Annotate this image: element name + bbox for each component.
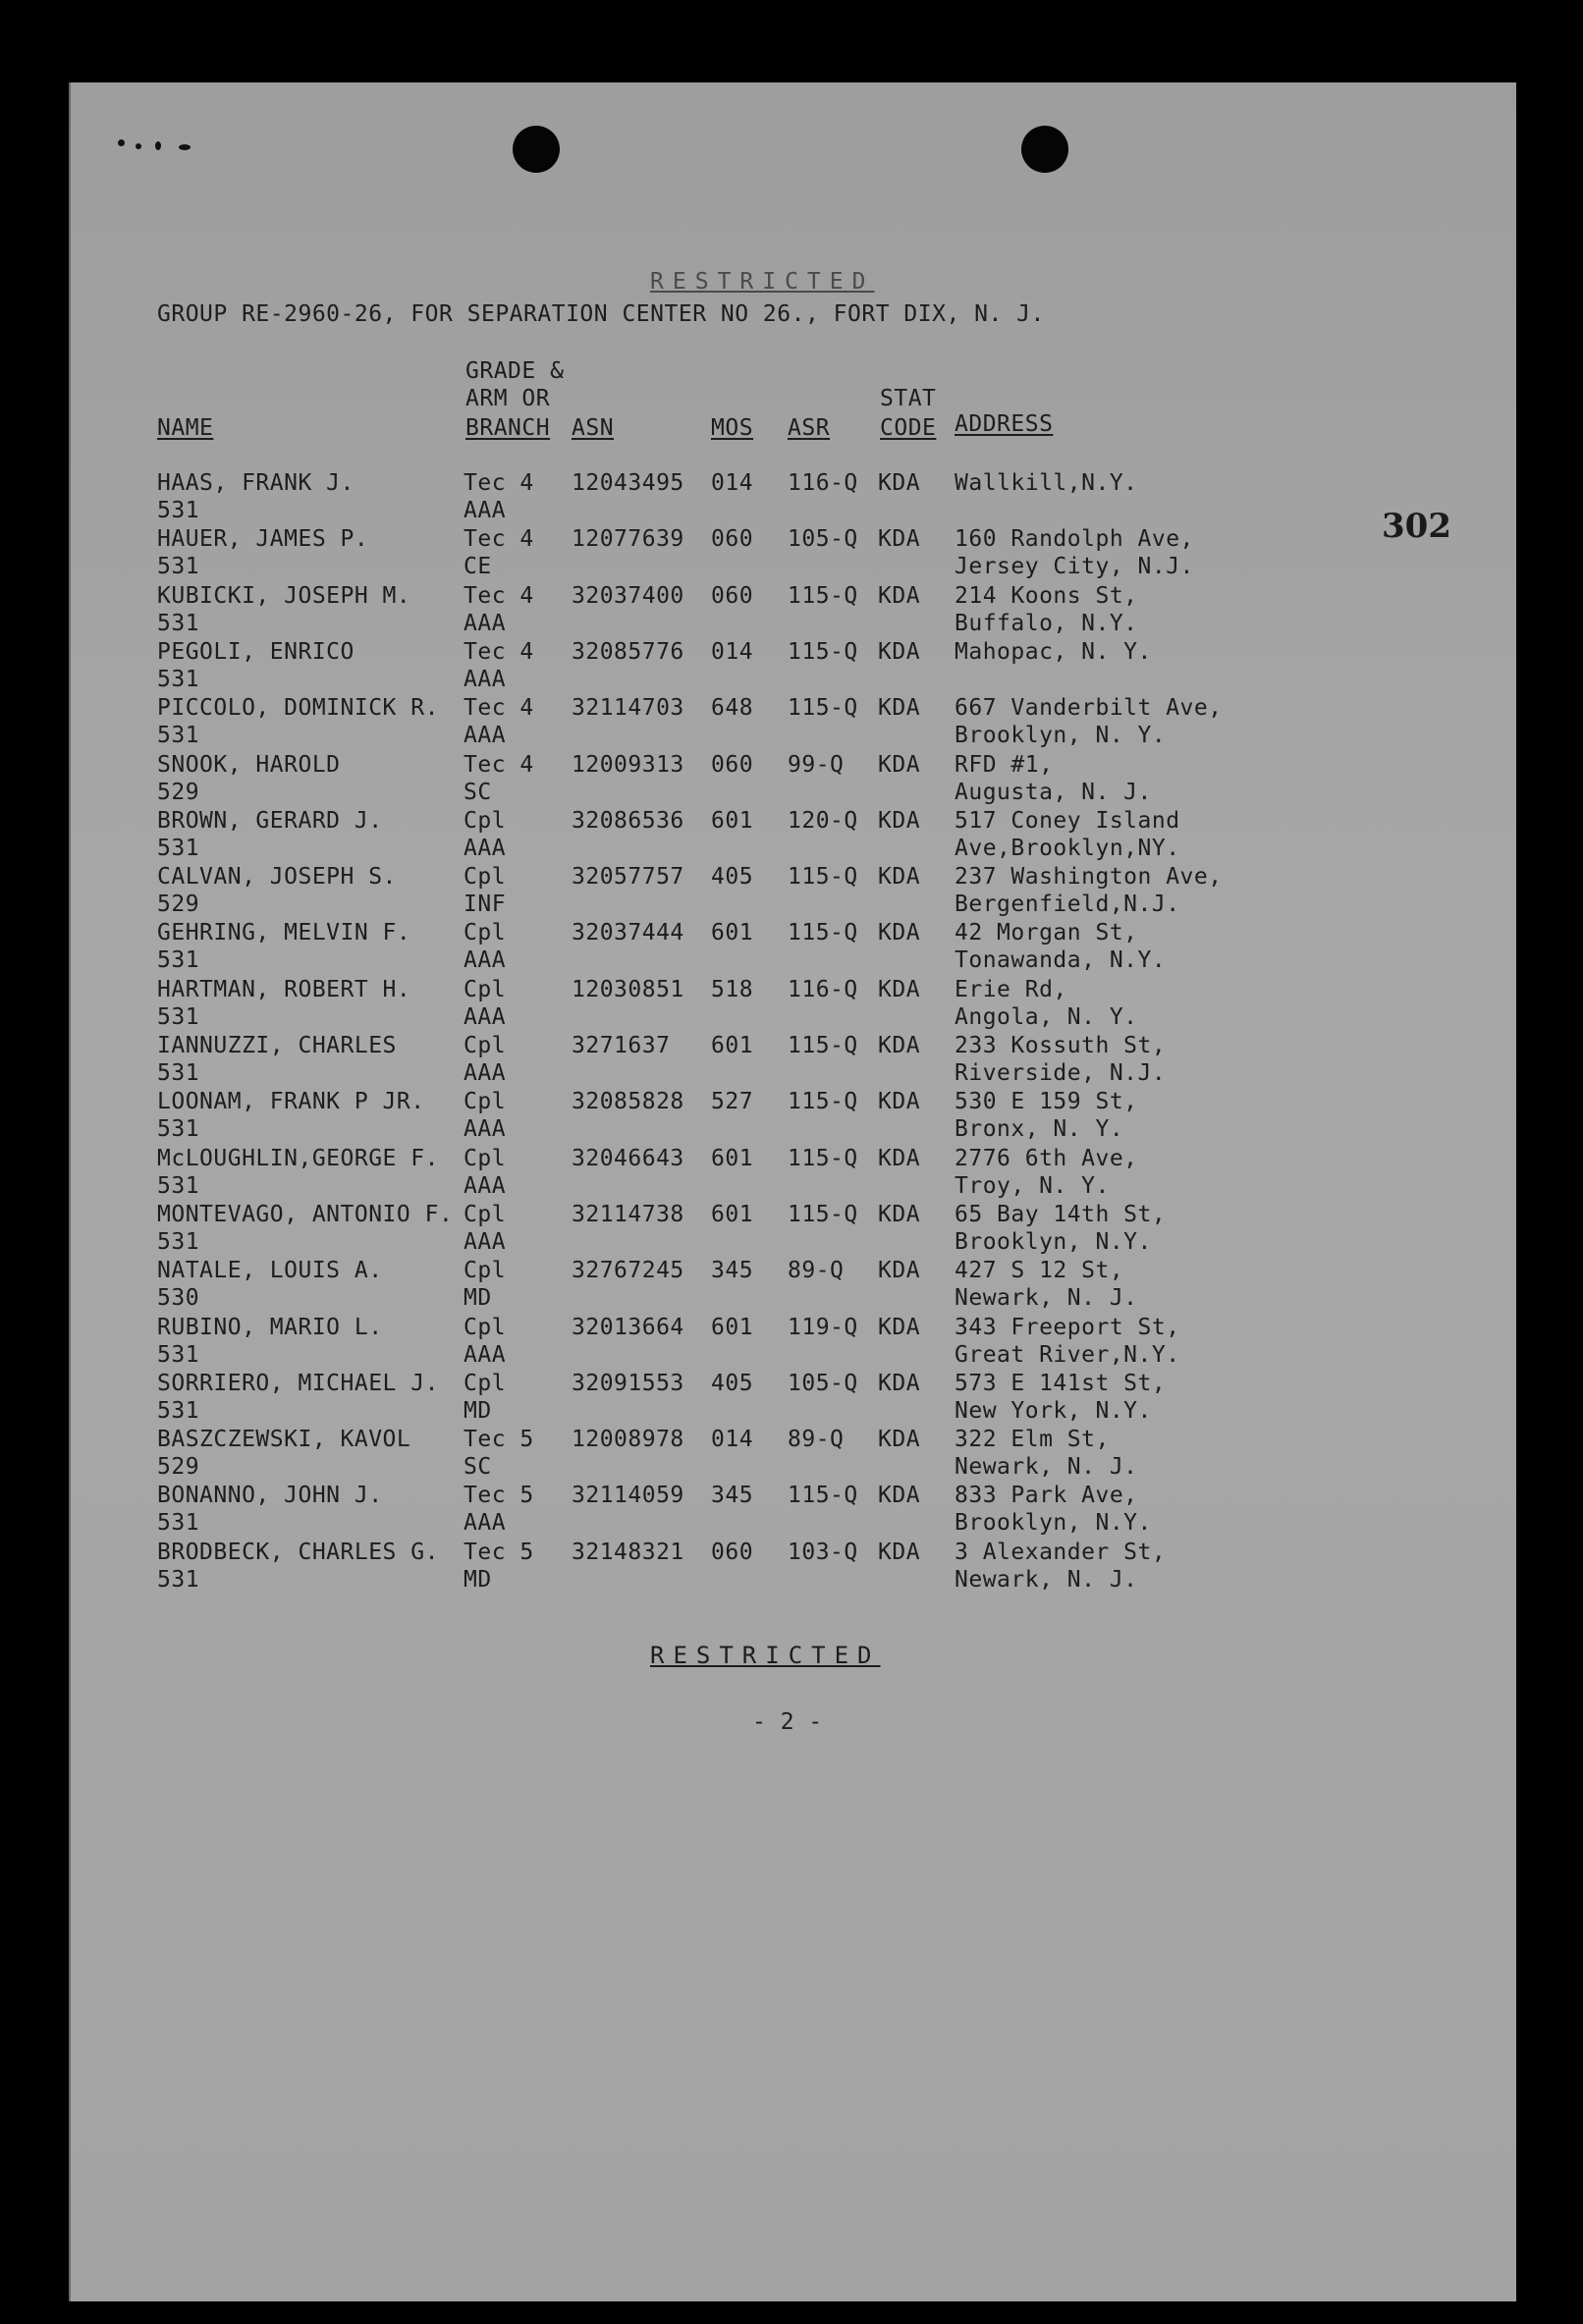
row-address-line2: Buffalo, N.Y. bbox=[955, 610, 1138, 636]
row-mos: 014 bbox=[711, 638, 754, 665]
row-grade: Tec 4 bbox=[464, 695, 534, 722]
row-name: PICCOLO, DOMINICK R. bbox=[157, 695, 439, 722]
row-asr: 105-Q bbox=[788, 1370, 858, 1396]
row-grade: Cpl bbox=[464, 1258, 507, 1284]
row-asr: 115-Q bbox=[788, 864, 858, 891]
row-branch: AAA bbox=[464, 1228, 507, 1255]
row-grade: Cpl bbox=[464, 1201, 507, 1227]
row-stat: KDA bbox=[878, 526, 921, 553]
row-asn: 12008978 bbox=[572, 1427, 684, 1453]
row-stat: KDA bbox=[878, 864, 921, 891]
row-address-line2: Bronx, N. Y. bbox=[955, 1116, 1124, 1143]
row-grade: Tec 5 bbox=[464, 1483, 534, 1509]
row-address-line1: Wallkill,N.Y. bbox=[955, 470, 1138, 496]
row-mos: 518 bbox=[711, 976, 754, 1002]
row-unit: 531 bbox=[157, 835, 200, 861]
row-unit: 531 bbox=[157, 1566, 200, 1593]
col-asr: ASR bbox=[788, 415, 831, 441]
row-unit: 531 bbox=[157, 1228, 200, 1255]
punch-hole-left bbox=[513, 126, 560, 173]
row-grade: Cpl bbox=[464, 976, 507, 1002]
row-stat: KDA bbox=[878, 1427, 921, 1453]
row-branch: CE bbox=[464, 554, 492, 580]
row-address-line1: 65 Bay 14th St, bbox=[955, 1201, 1167, 1227]
document-page bbox=[69, 82, 1516, 2301]
row-asr: 115-Q bbox=[788, 1033, 858, 1058]
row-asn: 32037444 bbox=[572, 920, 684, 946]
row-asn: 32013664 bbox=[572, 1314, 684, 1340]
row-mos: 601 bbox=[711, 807, 754, 834]
page-number: - 2 - bbox=[752, 1709, 823, 1735]
row-address-line2: Brooklyn, N.Y. bbox=[955, 1510, 1152, 1537]
row-branch: AAA bbox=[464, 1060, 507, 1086]
row-mos: 405 bbox=[711, 864, 754, 891]
restricted-heading-bottom: RESTRICTED bbox=[650, 1642, 881, 1669]
row-mos: 601 bbox=[711, 1145, 754, 1171]
row-grade: Tec 5 bbox=[464, 1539, 534, 1565]
row-mos: 527 bbox=[711, 1089, 754, 1115]
row-stat: KDA bbox=[878, 751, 921, 778]
row-unit: 530 bbox=[157, 1285, 200, 1312]
row-name: BASZCZEWSKI, KAVOL bbox=[157, 1427, 411, 1453]
row-grade: Tec 4 bbox=[464, 582, 534, 609]
row-stat: KDA bbox=[878, 1201, 921, 1227]
table-row bbox=[71, 469, 1516, 525]
row-branch: SC bbox=[464, 779, 492, 805]
row-asn: 32148321 bbox=[572, 1539, 684, 1565]
col-grade-1: GRADE & bbox=[465, 358, 565, 384]
row-name: RUBINO, MARIO L. bbox=[157, 1314, 383, 1340]
row-mos: 601 bbox=[711, 920, 754, 946]
row-unit: 529 bbox=[157, 892, 200, 918]
row-grade: Cpl bbox=[464, 920, 507, 946]
ink-speck bbox=[179, 144, 191, 150]
group-line: GROUP RE-2960-26, FOR SEPARATION CENTER NO 26., FORT DIX, N. J. bbox=[157, 301, 1045, 327]
col-asn: ASN bbox=[572, 415, 615, 441]
row-asr: 105-Q bbox=[788, 526, 858, 553]
col-grade-2: ARM OR bbox=[465, 386, 551, 411]
row-asn: 32091553 bbox=[572, 1370, 684, 1396]
row-grade: Tec 4 bbox=[464, 751, 534, 778]
row-stat: KDA bbox=[878, 1145, 921, 1171]
row-unit: 531 bbox=[157, 1172, 200, 1199]
row-address-line2: Brooklyn, N. Y. bbox=[955, 723, 1167, 749]
row-stat: KDA bbox=[878, 807, 921, 834]
row-name: BRODBECK, CHARLES G. bbox=[157, 1539, 439, 1565]
restricted-heading-top: RESTRICTED bbox=[650, 269, 875, 295]
row-grade: Tec 5 bbox=[464, 1427, 534, 1453]
row-name: McLOUGHLIN,GEORGE F. bbox=[157, 1145, 439, 1171]
row-asr: 116-Q bbox=[788, 470, 858, 496]
table-row bbox=[71, 1088, 1516, 1144]
row-branch: AAA bbox=[464, 1172, 507, 1199]
row-grade: Cpl bbox=[464, 1314, 507, 1340]
row-branch: MD bbox=[464, 1397, 492, 1424]
row-grade: Cpl bbox=[464, 864, 507, 891]
ink-speck bbox=[136, 143, 141, 149]
row-asr: 115-Q bbox=[788, 695, 858, 722]
row-asn: 32046643 bbox=[572, 1145, 684, 1171]
row-unit: 531 bbox=[157, 1060, 200, 1086]
document-number: 302 bbox=[1382, 507, 1451, 546]
table-row bbox=[71, 638, 1516, 694]
row-address-line1: 833 Park Ave, bbox=[955, 1483, 1138, 1509]
ink-speck bbox=[118, 139, 125, 146]
punch-hole-right bbox=[1021, 126, 1068, 173]
table-row bbox=[71, 694, 1516, 750]
row-stat: KDA bbox=[878, 920, 921, 946]
row-stat: KDA bbox=[878, 1539, 921, 1565]
table-row bbox=[71, 863, 1516, 919]
row-name: GEHRING, MELVIN F. bbox=[157, 920, 411, 946]
row-asn: 32085828 bbox=[572, 1089, 684, 1115]
table-row bbox=[71, 525, 1516, 581]
row-branch: AAA bbox=[464, 1510, 507, 1537]
row-branch: AAA bbox=[464, 723, 507, 749]
row-mos: 014 bbox=[711, 1427, 754, 1453]
row-address-line1: RFD #1, bbox=[955, 751, 1054, 778]
row-address-line1: Erie Rd, bbox=[955, 976, 1067, 1002]
row-unit: 531 bbox=[157, 1341, 200, 1368]
row-asn: 3271637 bbox=[572, 1033, 671, 1058]
row-name: HARTMAN, ROBERT H. bbox=[157, 976, 411, 1002]
table-row bbox=[71, 1539, 1516, 1594]
ink-speck bbox=[155, 141, 161, 150]
row-grade: Cpl bbox=[464, 1370, 507, 1396]
row-asr: 115-Q bbox=[788, 1145, 858, 1171]
row-address-line1: 530 E 159 St, bbox=[955, 1089, 1138, 1115]
row-name: HAAS, FRANK J. bbox=[157, 470, 355, 496]
row-mos: 648 bbox=[711, 695, 754, 722]
row-name: PEGOLI, ENRICO bbox=[157, 638, 355, 665]
table-row bbox=[71, 1032, 1516, 1088]
row-branch: AAA bbox=[464, 1116, 507, 1143]
row-address-line2: Newark, N. J. bbox=[955, 1454, 1138, 1481]
row-asr: 99-Q bbox=[788, 751, 845, 778]
row-address-line2: Jersey City, N.J. bbox=[955, 554, 1194, 580]
row-branch: AAA bbox=[464, 947, 507, 974]
row-asn: 32767245 bbox=[572, 1258, 684, 1284]
col-grade-3: BRANCH bbox=[465, 415, 551, 441]
row-grade: Tec 4 bbox=[464, 526, 534, 553]
row-branch: AAA bbox=[464, 610, 507, 636]
table-row bbox=[71, 1145, 1516, 1201]
row-unit: 531 bbox=[157, 498, 200, 523]
row-branch: INF bbox=[464, 892, 507, 918]
row-stat: KDA bbox=[878, 470, 921, 496]
table-row bbox=[71, 1314, 1516, 1370]
row-address-line1: 667 Vanderbilt Ave, bbox=[955, 695, 1223, 722]
row-asn: 32086536 bbox=[572, 807, 684, 834]
table-row bbox=[71, 1257, 1516, 1313]
row-asr: 115-Q bbox=[788, 920, 858, 946]
row-mos: 345 bbox=[711, 1483, 754, 1509]
row-name: SORRIERO, MICHAEL J. bbox=[157, 1370, 439, 1396]
row-unit: 531 bbox=[157, 1397, 200, 1424]
row-grade: Tec 4 bbox=[464, 638, 534, 665]
table-row bbox=[71, 1482, 1516, 1538]
row-address-line1: 42 Morgan St, bbox=[955, 920, 1138, 946]
row-branch: AAA bbox=[464, 835, 507, 861]
col-mos: MOS bbox=[711, 415, 754, 441]
row-address-line2: Brooklyn, N.Y. bbox=[955, 1228, 1152, 1255]
row-mos: 601 bbox=[711, 1201, 754, 1227]
row-address-line1: 2776 6th Ave, bbox=[955, 1145, 1138, 1171]
row-address-line1: 160 Randolph Ave, bbox=[955, 526, 1194, 553]
table-row bbox=[71, 582, 1516, 638]
row-branch: AAA bbox=[464, 1341, 507, 1368]
row-address-line1: 322 Elm St, bbox=[955, 1427, 1110, 1453]
row-asn: 32114059 bbox=[572, 1483, 684, 1509]
row-branch: AAA bbox=[464, 1003, 507, 1030]
row-asn: 32057757 bbox=[572, 864, 684, 891]
row-stat: KDA bbox=[878, 1483, 921, 1509]
row-asr: 115-Q bbox=[788, 1483, 858, 1509]
row-name: IANNUZZI, CHARLES bbox=[157, 1033, 397, 1058]
row-address-line2: Newark, N. J. bbox=[955, 1566, 1138, 1593]
row-name: LOONAM, FRANK P JR. bbox=[157, 1089, 425, 1115]
row-name: KUBICKI, JOSEPH M. bbox=[157, 582, 411, 609]
row-address-line2: Bergenfield,N.J. bbox=[955, 892, 1180, 918]
row-branch: MD bbox=[464, 1285, 492, 1312]
row-grade: Cpl bbox=[464, 1089, 507, 1115]
row-name: SNOOK, HAROLD bbox=[157, 751, 341, 778]
row-asn: 12030851 bbox=[572, 976, 684, 1002]
row-branch: SC bbox=[464, 1454, 492, 1481]
table-row bbox=[71, 1201, 1516, 1257]
row-asr: 115-Q bbox=[788, 1201, 858, 1227]
row-mos: 405 bbox=[711, 1370, 754, 1396]
row-unit: 531 bbox=[157, 554, 200, 580]
row-branch: MD bbox=[464, 1566, 492, 1593]
row-address-line2: New York, N.Y. bbox=[955, 1397, 1152, 1424]
row-asr: 115-Q bbox=[788, 1089, 858, 1115]
row-address-line1: 237 Washington Ave, bbox=[955, 864, 1223, 891]
row-unit: 529 bbox=[157, 1454, 200, 1481]
row-address-line1: 427 S 12 St, bbox=[955, 1258, 1124, 1284]
row-stat: KDA bbox=[878, 582, 921, 609]
table-row bbox=[71, 1426, 1516, 1482]
row-grade: Cpl bbox=[464, 1033, 507, 1058]
row-address-line1: 343 Freeport St, bbox=[955, 1314, 1180, 1340]
row-address-line2: Angola, N. Y. bbox=[955, 1003, 1138, 1030]
row-unit: 531 bbox=[157, 947, 200, 974]
row-address-line1: 573 E 141st St, bbox=[955, 1370, 1167, 1396]
row-asr: 103-Q bbox=[788, 1539, 858, 1565]
row-name: HAUER, JAMES P. bbox=[157, 526, 369, 553]
row-asn: 32114703 bbox=[572, 695, 684, 722]
row-asn: 32114738 bbox=[572, 1201, 684, 1227]
row-grade: Tec 4 bbox=[464, 470, 534, 496]
row-name: CALVAN, JOSEPH S. bbox=[157, 864, 397, 891]
row-unit: 531 bbox=[157, 1003, 200, 1030]
row-mos: 601 bbox=[711, 1314, 754, 1340]
row-asr: 115-Q bbox=[788, 638, 858, 665]
row-unit: 531 bbox=[157, 666, 200, 692]
row-address-line1: 3 Alexander St, bbox=[955, 1539, 1167, 1565]
row-stat: KDA bbox=[878, 695, 921, 722]
row-address-line2: Tonawanda, N.Y. bbox=[955, 947, 1167, 974]
row-stat: KDA bbox=[878, 1258, 921, 1284]
row-name: MONTEVAGO, ANTONIO F. bbox=[157, 1201, 454, 1227]
row-address-line2: Troy, N. Y. bbox=[955, 1172, 1110, 1199]
row-address-line1: 517 Coney Island bbox=[955, 807, 1180, 834]
row-mos: 014 bbox=[711, 470, 754, 496]
row-address-line1: 214 Koons St, bbox=[955, 582, 1138, 609]
row-mos: 060 bbox=[711, 1539, 754, 1565]
row-asn: 32085776 bbox=[572, 638, 684, 665]
row-unit: 531 bbox=[157, 610, 200, 636]
row-stat: KDA bbox=[878, 1314, 921, 1340]
row-name: BROWN, GERARD J. bbox=[157, 807, 383, 834]
row-stat: KDA bbox=[878, 1370, 921, 1396]
table-row bbox=[71, 919, 1516, 975]
table-row bbox=[71, 976, 1516, 1032]
row-asr: 89-Q bbox=[788, 1427, 845, 1453]
row-address-line1: 233 Kossuth St, bbox=[955, 1033, 1167, 1058]
row-address-line2: Riverside, N.J. bbox=[955, 1060, 1167, 1086]
row-asn: 12077639 bbox=[572, 526, 684, 553]
row-stat: KDA bbox=[878, 976, 921, 1002]
row-address-line1: Mahopac, N. Y. bbox=[955, 638, 1152, 665]
row-stat: KDA bbox=[878, 1089, 921, 1115]
row-asr: 89-Q bbox=[788, 1258, 845, 1284]
row-mos: 345 bbox=[711, 1258, 754, 1284]
col-stat-1: STAT bbox=[880, 386, 937, 411]
row-name: NATALE, LOUIS A. bbox=[157, 1258, 383, 1284]
col-address: ADDRESS bbox=[955, 411, 1054, 437]
col-name: NAME bbox=[157, 415, 214, 441]
row-branch: AAA bbox=[464, 666, 507, 692]
table-row bbox=[71, 751, 1516, 807]
row-stat: KDA bbox=[878, 1033, 921, 1058]
row-asr: 119-Q bbox=[788, 1314, 858, 1340]
row-asr: 120-Q bbox=[788, 807, 858, 834]
row-name: BONANNO, JOHN J. bbox=[157, 1483, 383, 1509]
table-row bbox=[71, 807, 1516, 863]
table-row bbox=[71, 1370, 1516, 1426]
row-unit: 531 bbox=[157, 1510, 200, 1537]
row-asn: 12043495 bbox=[572, 470, 684, 496]
row-asr: 115-Q bbox=[788, 582, 858, 609]
row-asr: 116-Q bbox=[788, 976, 858, 1002]
row-address-line2: Newark, N. J. bbox=[955, 1285, 1138, 1312]
row-branch: AAA bbox=[464, 498, 507, 523]
row-unit: 529 bbox=[157, 779, 200, 805]
row-asn: 12009313 bbox=[572, 751, 684, 778]
row-address-line2: Ave,Brooklyn,NY. bbox=[955, 835, 1180, 861]
row-mos: 601 bbox=[711, 1033, 754, 1058]
row-grade: Cpl bbox=[464, 807, 507, 834]
row-mos: 060 bbox=[711, 751, 754, 778]
row-mos: 060 bbox=[711, 582, 754, 609]
row-unit: 531 bbox=[157, 723, 200, 749]
row-unit: 531 bbox=[157, 1116, 200, 1143]
row-grade: Cpl bbox=[464, 1145, 507, 1171]
row-asn: 32037400 bbox=[572, 582, 684, 609]
row-address-line2: Great River,N.Y. bbox=[955, 1341, 1180, 1368]
row-mos: 060 bbox=[711, 526, 754, 553]
col-stat-2: CODE bbox=[880, 415, 937, 441]
row-address-line2: Augusta, N. J. bbox=[955, 779, 1152, 805]
row-stat: KDA bbox=[878, 638, 921, 665]
